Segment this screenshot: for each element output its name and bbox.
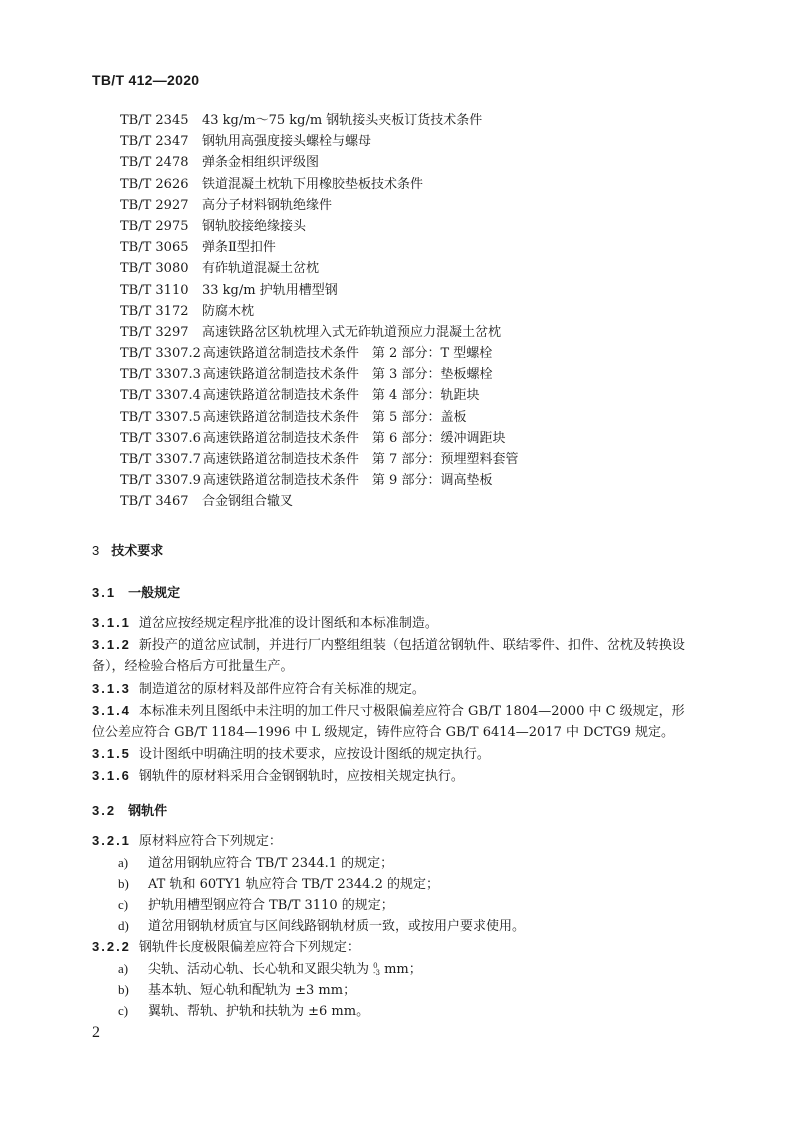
- clause-3-1-6: [92, 765, 712, 787]
- reference-code: TB/T 2347: [120, 134, 189, 150]
- reference-title: 高速铁路岔区轨枕埋入式无砟轨道预应力混凝土岔枕: [202, 324, 502, 340]
- reference-item: [120, 258, 518, 279]
- page-number: 2: [92, 1024, 100, 1041]
- reference-item: [120, 280, 518, 301]
- reference-code: TB/T 3307.6: [120, 430, 201, 446]
- reference-code: TB/T 3307.5: [120, 409, 201, 425]
- clause-text: 制造道岔的原材料及部件应符合有关标准的规定。: [138, 682, 425, 697]
- clause-number: 3.1.5: [92, 746, 131, 761]
- reference-title: 钢轨胶接绝缘接头: [202, 218, 307, 234]
- clause-text: 道岔应按经规定程序批准的设计图纸和本标准制造。: [138, 616, 438, 631]
- reference-title: 高速铁路道岔制造技术条件 第 4 部分：轨距块: [202, 388, 480, 404]
- clause-number: 3.1.6: [92, 768, 131, 783]
- section-3-2-heading: [92, 800, 167, 819]
- reference-code: TB/T 3080: [120, 261, 189, 277]
- list-item: [118, 1000, 369, 1022]
- reference-code: TB/T 2975: [120, 218, 189, 234]
- clause-3-1-3: [92, 678, 712, 700]
- reference-title: 有砟轨道混凝土岔枕: [202, 261, 320, 277]
- clause-3-1-5: [92, 743, 712, 765]
- clause-number: 3.2.1: [92, 833, 131, 848]
- clause-text: 本标准未列且图纸中未注明的加工件尺寸极限偏差应符合 GB/T 1804—2000 中 C 级规定，形: [138, 704, 685, 719]
- section-number: 3.1: [92, 585, 117, 600]
- clause-number: 3.1.3: [92, 681, 131, 696]
- list-item: [118, 915, 525, 937]
- reference-item: [120, 364, 518, 385]
- clause-text: 新投产的道岔应试制，并进行厂内整组组装（包括道岔钢轨件、联结零件、扣件、岔枕及转换设: [138, 638, 685, 653]
- reference-item: [120, 174, 518, 195]
- reference-code: TB/T 3110: [120, 282, 189, 298]
- reference-code: TB/T 3172: [120, 303, 189, 319]
- reference-code: TB/T 2478: [120, 155, 189, 171]
- reference-title: 高速铁路道岔制造技术条件 第 2 部分：T 型螺栓: [202, 346, 493, 362]
- list-text: 护轨用槽型钢应符合 TB/T 3110 的规定；: [148, 898, 394, 913]
- reference-title: 43 kg/m～75 kg/m 钢轨接头夹板订货技术条件: [202, 113, 483, 128]
- list-item: [118, 852, 393, 874]
- clause-3-1-4: [92, 700, 712, 743]
- tolerance-lower: -3: [373, 968, 380, 977]
- reference-title: 弹条Ⅱ型扣件: [202, 240, 276, 256]
- reference-item: [120, 195, 518, 216]
- reference-code: TB/T 3307.9: [120, 473, 201, 489]
- list-item: [118, 873, 439, 895]
- reference-item: [120, 152, 518, 173]
- reference-item: [120, 343, 518, 364]
- clause-3-2-1: [92, 830, 712, 852]
- list-label: b): [118, 876, 129, 891]
- reference-code: TB/T 2927: [120, 197, 189, 213]
- section-title: 一般规定: [128, 586, 181, 601]
- reference-code: TB/T 3467: [120, 494, 189, 510]
- reference-item: [120, 407, 518, 428]
- document-id-header: TB/T 412—2020: [92, 72, 200, 88]
- reference-code: TB/T 3065: [120, 240, 189, 256]
- list-label: c): [118, 897, 129, 912]
- reference-title: 高速铁路道岔制造技术条件 第 3 部分：垫板螺栓: [202, 367, 493, 383]
- reference-title: 钢轨用高强度接头螺栓与螺母: [202, 134, 372, 150]
- tolerance-stack: [373, 963, 380, 977]
- tolerance-upper: 0: [373, 961, 378, 970]
- reference-title: 合金钢组合辙叉: [202, 494, 294, 510]
- reference-item: [120, 216, 518, 237]
- reference-code: TB/T 2345: [120, 113, 189, 128]
- normative-reference-list: [120, 110, 518, 513]
- reference-code: TB/T 3307.7: [120, 452, 201, 467]
- reference-title: 高速铁路道岔制造技术条件 第 9 部分：调高垫板: [202, 473, 493, 489]
- list-item: [118, 979, 356, 1001]
- reference-title: 防腐木枕: [202, 303, 255, 319]
- list-label: a): [118, 855, 129, 870]
- section-number: 3.2: [92, 803, 117, 818]
- reference-title: 高速铁路道岔制造技术条件 第 7 部分：预埋塑料套管: [202, 452, 519, 467]
- reference-code: TB/T 3297: [120, 324, 189, 340]
- list-label: a): [118, 961, 129, 976]
- section-3-1-heading: [92, 582, 180, 601]
- reference-item: [120, 470, 518, 491]
- clause-text: 设计图纸中明确注明的技术要求，应按设计图纸的规定执行。: [138, 747, 490, 762]
- clause-text-continued: 位公差应符合 GB/T 1184—1996 中 L 级规定，铸件应符合 GB/T 6414—2017 中 DCTG9 规定。: [92, 725, 674, 740]
- list-label: c): [118, 1003, 129, 1018]
- list-label: d): [118, 918, 129, 933]
- section-3-heading: [92, 540, 163, 559]
- section-number: 3: [92, 543, 100, 558]
- clause-3-1-1: [92, 612, 712, 634]
- list-text: 翼轨、帮轨、护轨和扶轨为 ±6 mm。: [148, 1004, 370, 1019]
- clause-3-1-2: [92, 634, 712, 677]
- section-title: 技术要求: [111, 544, 164, 559]
- clause-text: 原材料应符合下列规定：: [138, 834, 282, 849]
- reference-item: [120, 385, 518, 406]
- reference-title: 高速铁路道岔制造技术条件 第 6 部分：缓冲调距块: [202, 430, 506, 446]
- reference-code: TB/T 3307.4: [120, 388, 201, 404]
- reference-title: 高速铁路道岔制造技术条件 第 5 部分：盖板: [202, 409, 467, 425]
- clause-3-2-2: [92, 936, 712, 958]
- clause-text-continued: 备），经检验合格后方可批量生产。: [92, 659, 294, 674]
- list-text: 基本轨、短心轨和配轨为 ±3 mm；: [148, 983, 357, 998]
- reference-item: [120, 237, 518, 258]
- reference-code: TB/T 2626: [120, 176, 189, 192]
- reference-item: [120, 491, 518, 512]
- clause-number: 3.1.4: [92, 703, 131, 718]
- list-text: 道岔用钢轨材质宜与区间线路钢轨材质一致，或按用户要求使用。: [148, 919, 526, 934]
- reference-item: [120, 449, 518, 470]
- reference-item: [120, 301, 518, 322]
- reference-title: 高分子材料钢轨绝缘件: [202, 197, 333, 213]
- reference-code: TB/T 3307.3: [120, 367, 201, 383]
- clause-number: 3.1.2: [92, 637, 131, 652]
- list-text-suffix: mm；: [379, 962, 422, 977]
- clause-text: 钢轨件长度极限偏差应符合下列规定：: [138, 940, 360, 955]
- list-item: [118, 958, 422, 980]
- list-text: 尖轨、活动心轨、长心轨和叉跟尖轨为: [148, 962, 374, 977]
- list-text: AT 轨和 60TY1 轨应符合 TB/T 2344.2 的规定；: [148, 877, 439, 892]
- reference-title: 铁道混凝土枕轨下用橡胶垫板技术条件: [202, 176, 424, 192]
- list-text: 道岔用钢轨应符合 TB/T 2344.1 的规定；: [148, 856, 394, 871]
- reference-item: [120, 428, 518, 449]
- reference-item: [120, 131, 518, 152]
- clause-number: 3.2.2: [92, 939, 131, 954]
- clause-number: 3.1.1: [92, 615, 131, 630]
- reference-title: 33 kg/m 护轨用槽型钢: [202, 282, 338, 298]
- clause-text: 钢轨件的原材料采用合金钢钢轨时，应按相关规定执行。: [138, 769, 464, 784]
- list-item: [118, 894, 394, 916]
- reference-code: TB/T 3307.2: [120, 346, 201, 362]
- reference-item: [120, 322, 518, 343]
- section-title: 钢轨件: [128, 804, 168, 819]
- reference-title: 弹条金相组织评级图: [202, 155, 320, 171]
- list-label: b): [118, 982, 129, 997]
- reference-item: [120, 110, 518, 131]
